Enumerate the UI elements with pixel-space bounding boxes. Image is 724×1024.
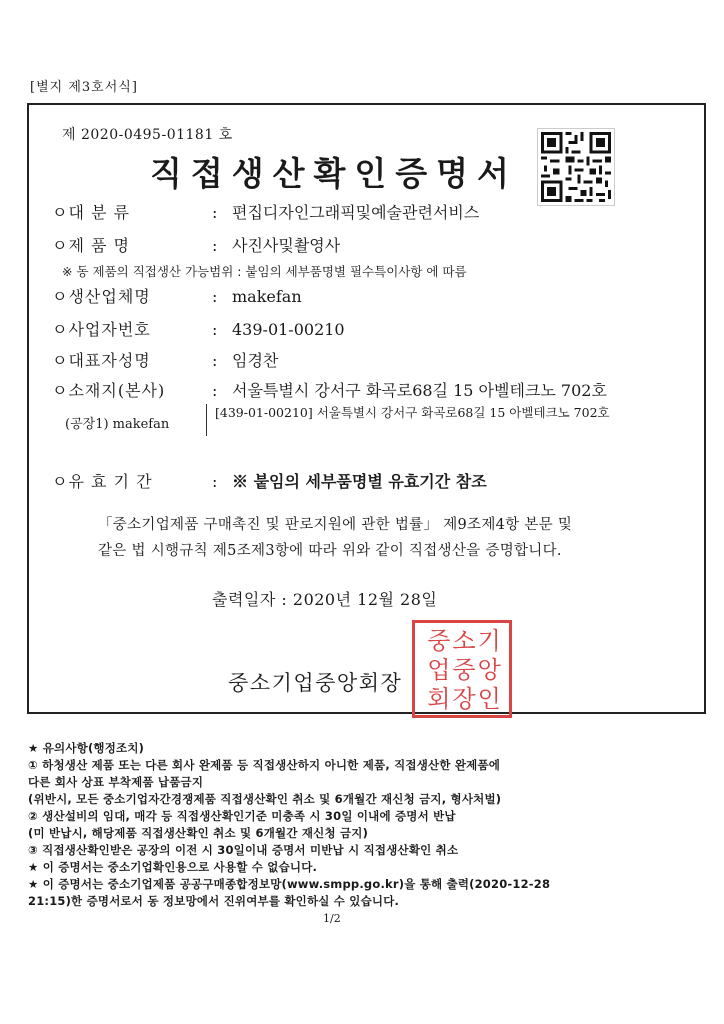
note-line: ② 생산설비의 임대, 매각 등 직접생산확인기준 미충족 시 30일 이내에 증명서 반납 <box>28 809 456 823</box>
field-label: ㅇ대표자성명 <box>52 351 151 370</box>
field-label: ㅇ소재지(본사) <box>52 381 166 400</box>
certificate-title: 직접생산확인증명서 <box>150 154 518 193</box>
official-seal <box>412 620 512 718</box>
organization-name: 중소기업중앙회장 <box>228 671 403 695</box>
form-label: [별지 제3호서식] <box>30 80 138 95</box>
field-value: 임경찬 <box>232 351 279 370</box>
field-category: ㅇ대 분 류 : 편집디자인그래픽및예술관련서비스 <box>52 200 479 223</box>
field-label: ㅇ유 효 기 간 <box>52 472 153 491</box>
note-line: (위반시, 모든 중소기업자간경쟁제품 직접생산확인 취소 및 6개월간 재신청 금지, 형사처벌) <box>28 792 502 806</box>
field-value: makefan <box>232 287 302 306</box>
field-business-number: ㅇ사업자번호 : 439-01-00210 <box>52 317 345 340</box>
note-line: (미 반납시, 해당제품 직접생산확인 취소 및 6개월간 재신청 금지) <box>28 826 369 840</box>
seal-text: 중소기업중앙회장인 <box>427 627 503 713</box>
factory-divider <box>206 404 207 436</box>
note-line: ① 하청생산 제품 또는 다른 회사 완제품 등 직접생산하지 아니한 제품, 직접생산한 완제품에 <box>28 758 501 772</box>
scope-note: ※ 동 제품의 직접생산 가능범위 : 붙임의 세부품명별 필수특이사항 에 따름 <box>62 264 467 279</box>
field-value: 439-01-00210 <box>232 320 345 339</box>
body-line-2: 같은 법 시행규칙 제5조제3항에 따라 위와 같이 직접생산을 증명합니다. <box>98 543 562 559</box>
note-line: ★ 이 증명서는 중소기업제품 공공구매종합정보망(www.smpp.go.kr)을 통해 출력(2020-12-28 <box>28 877 551 891</box>
note-line: 21:15)한 증명서로서 동 정보망에서 진위여부를 확인하실 수 있습니다. <box>28 894 400 908</box>
field-label: ㅇ제 품 명 <box>52 236 130 255</box>
field-value: 편집디자인그래픽및예술관련서비스 <box>232 203 480 222</box>
field-product: ㅇ제 품 명 : 사진사및촬영사 <box>52 233 340 256</box>
field-company: ㅇ생산업체명 : makefan <box>52 284 302 307</box>
body-line-1: 「중소기업제품 구매촉진 및 판로지원에 관한 법률」 제9조제4항 본문 및 <box>98 517 573 533</box>
note-line: ③ 직접생산확인받은 공장의 이전 시 30일이내 증명서 미반납 시 직접생산확인 취소 <box>28 843 459 857</box>
note-line: 다른 회사 상표 부착제품 납품금지 <box>28 775 204 789</box>
note-line: ★ 유의사항(행정조치) <box>28 741 145 755</box>
output-date: 출력일자 : 2020년 12월 28일 <box>212 590 438 609</box>
factory-label: (공장1) makefan <box>65 417 170 432</box>
field-label: ㅇ대 분 류 <box>52 203 130 222</box>
document-number: 제 2020-0495-01181 호 <box>62 127 233 143</box>
qr-code-icon <box>537 128 615 206</box>
field-value: 서울특별시 강서구 화곡로68길 15 아벨테크노 702호 <box>232 381 607 400</box>
field-label: ㅇ사업자번호 <box>52 320 151 339</box>
field-representative: ㅇ대표자성명 : 임경찬 <box>52 348 278 371</box>
factory-value: [439-01-00210] 서울특별시 강서구 화곡로68길 15 아벨테크노 702호 <box>215 405 610 420</box>
note-line: ★ 이 증명서는 중소기업확인용으로 사용할 수 없습니다. <box>28 860 318 874</box>
field-validity: ㅇ유 효 기 간 : ※ 붙임의 세부품명별 유효기간 참조 <box>52 469 487 492</box>
field-address: ㅇ소재지(본사) : 서울특별시 강서구 화곡로68길 15 아벨테크노 702호 <box>52 378 607 401</box>
field-label: ㅇ생산업체명 <box>52 287 151 306</box>
field-value: 사진사및촬영사 <box>232 236 341 255</box>
field-value: ※ 붙임의 세부품명별 유효기간 참조 <box>232 472 487 491</box>
page-number: 1/2 <box>323 912 341 925</box>
